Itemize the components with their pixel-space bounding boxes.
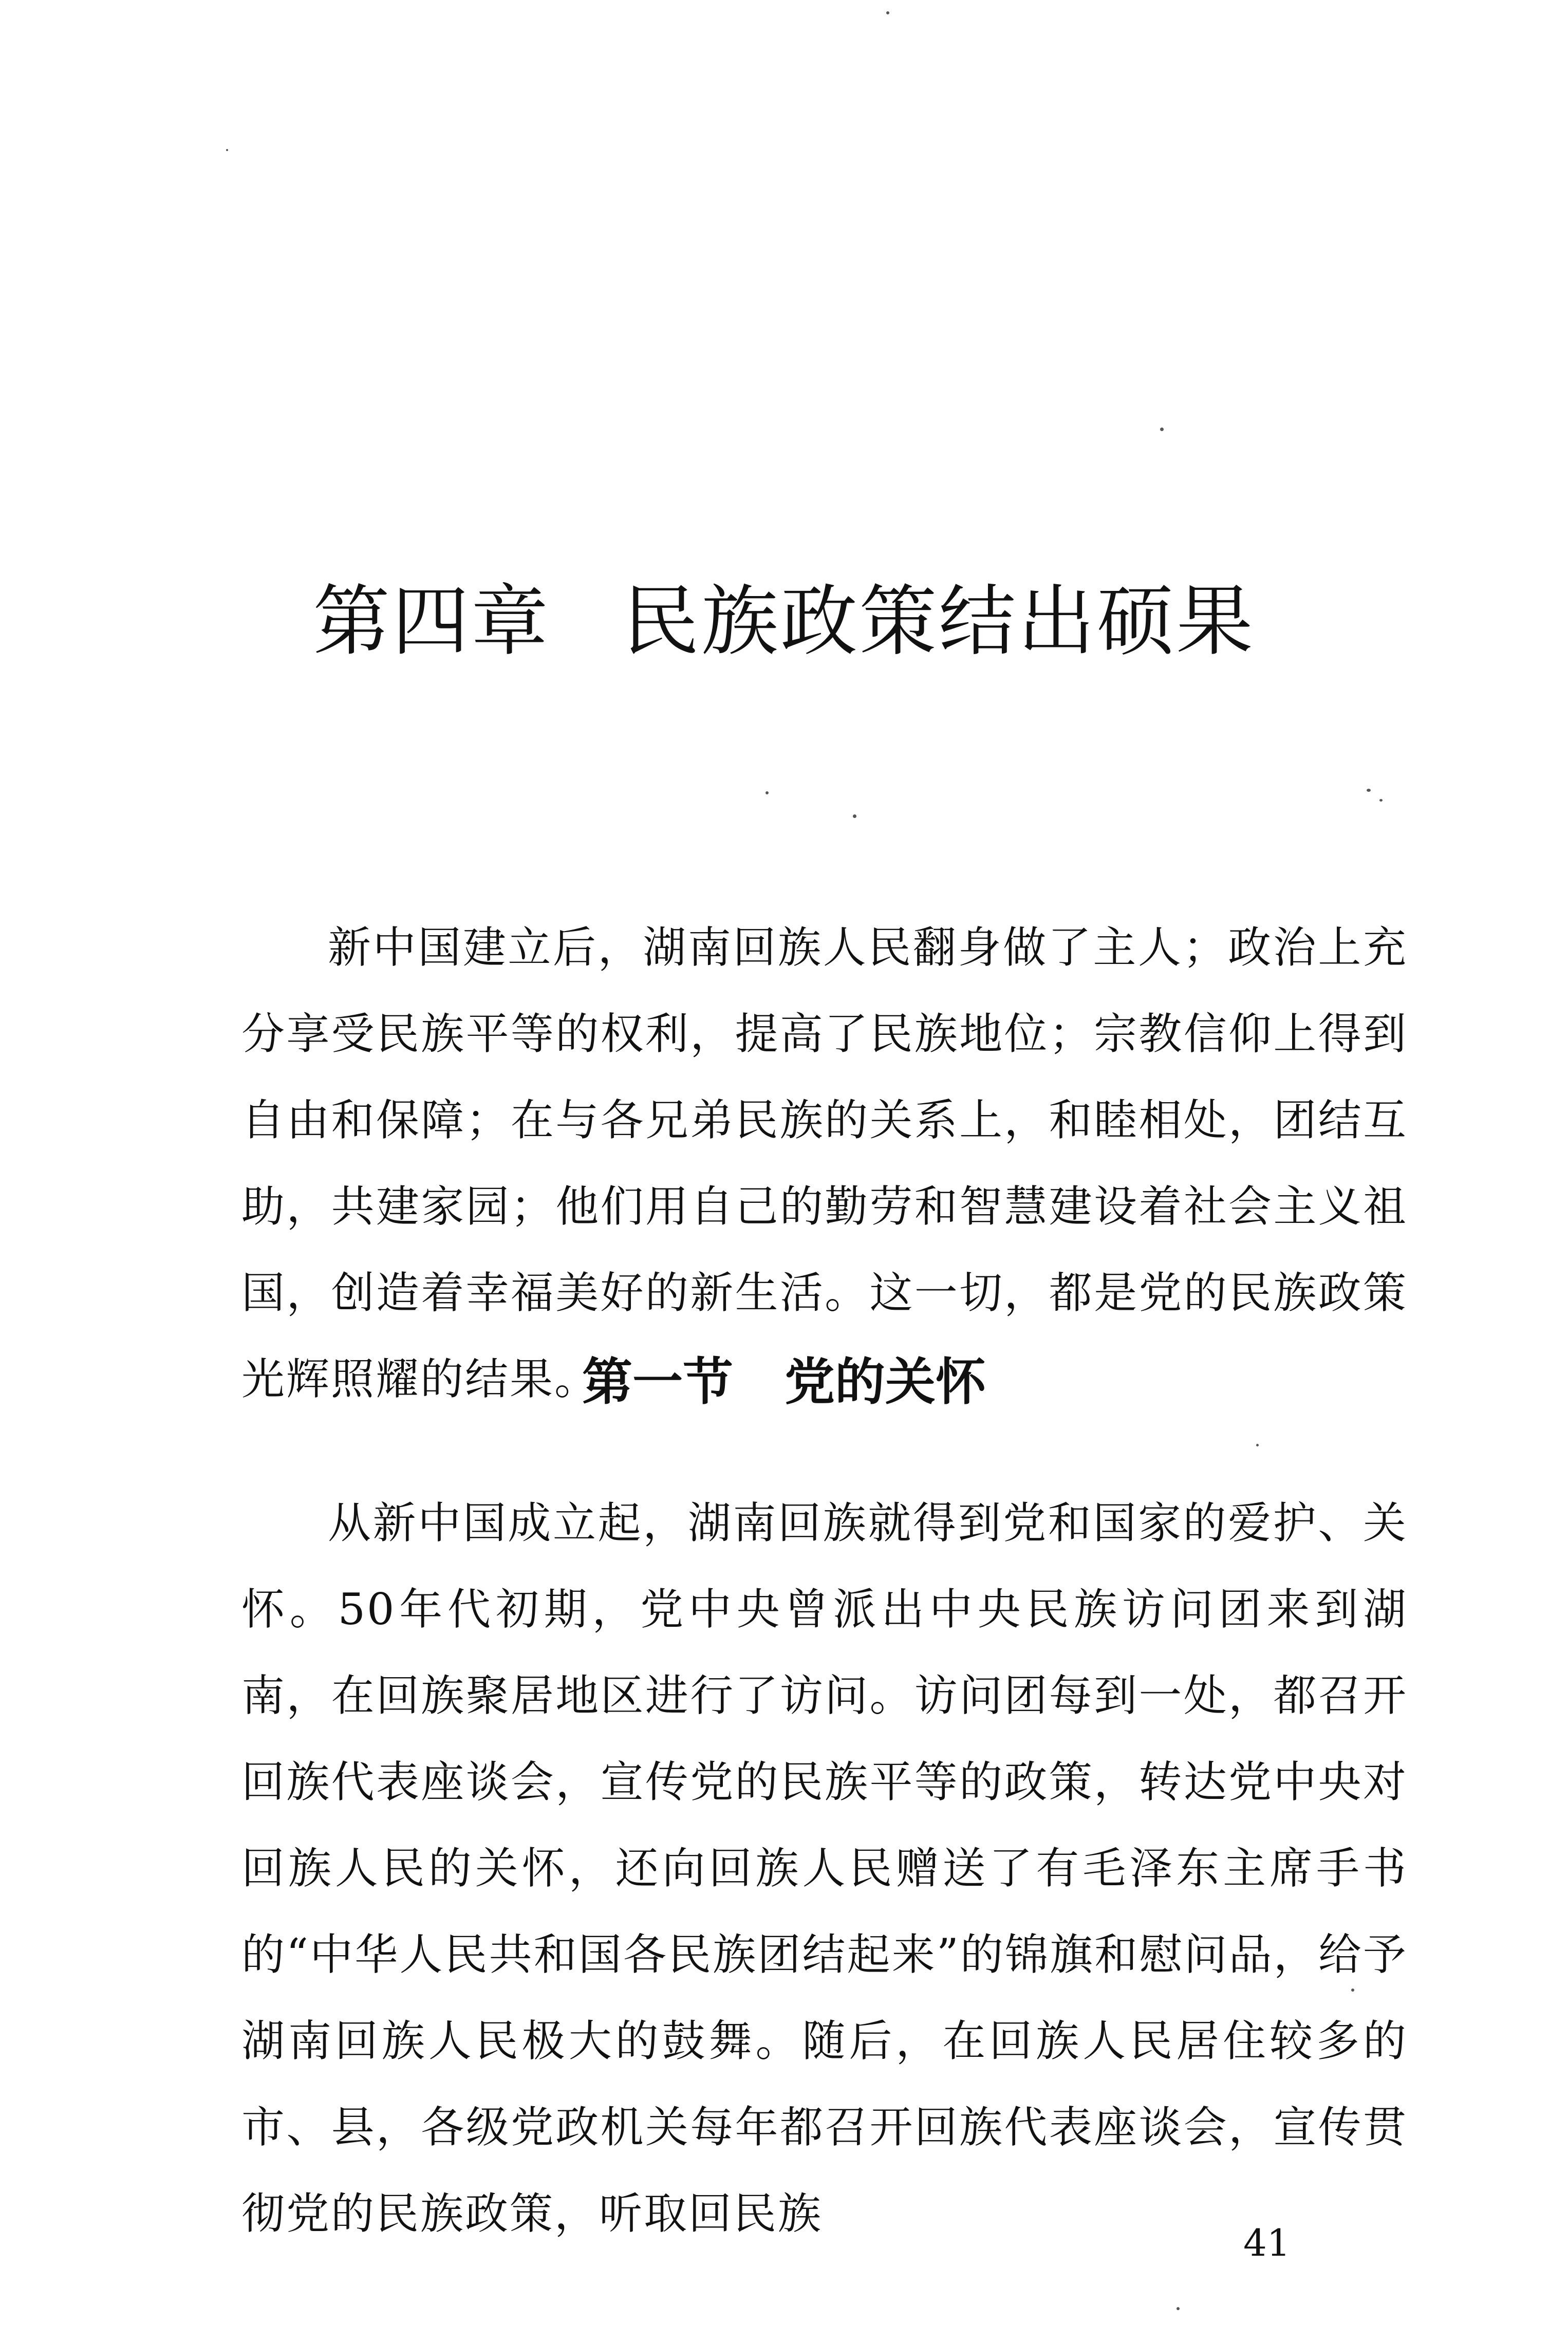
page-number: 41 xyxy=(1243,2221,1291,2264)
scan-speck xyxy=(1160,428,1164,431)
section-number: 第一节 xyxy=(582,1352,733,1411)
scan-speck xyxy=(853,814,856,818)
section-heading xyxy=(0,1349,1568,1416)
scan-speck xyxy=(1256,1444,1259,1446)
scan-speck xyxy=(766,791,769,794)
section-title: 党的关怀 xyxy=(785,1352,986,1411)
section-paragraph: 从新中国成立起，湖南回族就得到党和国家的爱护、关怀。50年代初期，党中央曾派出中央民族访问团来到湖南，在回族聚居地区进行了访问。访问团每到一处，都召开回族代表座谈会，宣传党的民族平等的政策，转达党中央对回族人民的关怀，还向回族人民赠送了有毛泽东主席手书的“中华人民共和国各民族团结起来”的锦旗和慰问品，给予湖南回族人民极大的鼓舞。随后，在回族人民居住较多的市、县，各级党政机关每年都召开回族代表座谈会，宣传贯彻党的民族政策，听取回民族 xyxy=(241,1498,1408,2239)
chapter-number: 第四章 xyxy=(312,577,550,666)
scan-speck xyxy=(1367,789,1371,792)
scan-speck xyxy=(226,149,228,151)
intro-paragraph: 新中国建立后，湖南回族人民翻身做了主人；政治上充分享受民族平等的权利，提高了民族地位；宗教信仰上得到自由和保障；在与各兄弟民族的关系上，和睦相处，团结互助，共建家园；他们用自己的勤劳和智慧建设着社会主义祖国，创造着幸福美好的新生活。这一切，都是党的民族政策光辉照耀的结果。 xyxy=(241,922,1408,1404)
chapter-title: 民族政策结出硕果 xyxy=(622,577,1256,666)
scan-speck xyxy=(886,11,889,14)
scan-speck xyxy=(1379,799,1383,802)
scan-speck xyxy=(1177,2307,1180,2310)
chapter-heading xyxy=(0,575,1568,668)
scan-speck xyxy=(1351,1989,1354,1992)
